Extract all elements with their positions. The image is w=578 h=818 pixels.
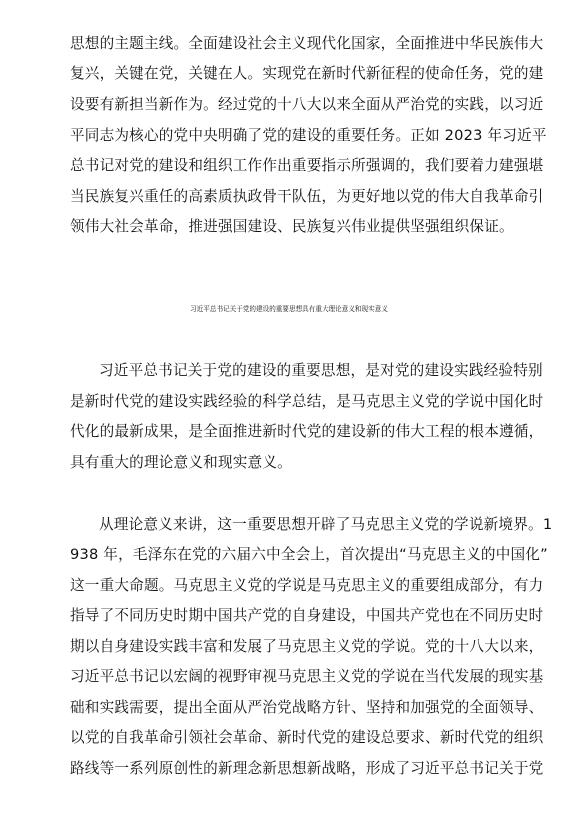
paragraph-1-line-4: 平同志为核心的党中央明确了党的建设的重要任务。正如 2023 年习近平 <box>70 127 547 144</box>
paragraph-3-line-1: 从理论意义来讲，这一重要思想开辟了马克思主义党的学说新境界。1 <box>99 516 553 533</box>
paragraph-3-line-2: 938 年，毛泽东在党的六届六中全会上，首次提出“马克思主义的中国化” <box>70 546 548 563</box>
paragraph-3-line-4: 指导了不同历史时期中国共产党的自身建设，中国共产党也在不同历史时 <box>70 607 544 624</box>
paragraph-1-line-6: 当民族复兴重任的高素质执政骨干队伍，为更好地以党的伟大自我革命引 <box>70 188 544 205</box>
paragraph-2-line-3: 代化的最新成果，是全面推进新时代党的建设新的伟大工程的根本遵循， <box>70 423 544 440</box>
paragraph-3-line-5: 期以自身建设实践丰富和发展了马克思主义党的学说。党的十八大以来， <box>70 638 544 655</box>
paragraph-3-line-3: 这一重大命题。马克思主义党的学说是马克思主义的重要组成部分，有力 <box>70 577 544 594</box>
paragraph-1-line-1: 思想的主题主线。全面建设社会主义现代化国家，全面推进中华民族伟大 <box>70 35 544 52</box>
paragraph-3-line-7: 础和实践需要，提出全面从严治党战略方针、坚持和加强党的全面领导、 <box>70 699 544 716</box>
paragraph-3-line-8: 以党的自我革命引领社会革命、新时代党的建设总要求、新时代党的组织 <box>70 729 544 746</box>
paragraph-1-line-3: 设要有新担当新作为。经过党的十八大以来全面从严治党的实践，以习近 <box>70 96 544 113</box>
paragraph-2-line-2: 是新时代党的建设实践经验的科学总结，是马克思主义党的学说中国化时 <box>70 393 544 410</box>
paragraph-1-line-7: 领伟大社会革命，推进强国建设、民族复兴伟业提供坚强组织保证。 <box>70 218 514 235</box>
paragraph-2-line-1: 习近平总书记关于党的建设的重要思想，是对党的建设实践经验特别 <box>99 362 543 379</box>
section-heading: 习近平总书记关于党的建设的重要思想具有重大理论意义和现实意义 <box>190 305 388 313</box>
paragraph-1-line-2: 复兴，关键在党，关键在人。实现党在新时代新征程的使命任务，党的建 <box>70 65 544 82</box>
paragraph-2-line-4: 具有重大的理论意义和现实意义。 <box>70 454 292 471</box>
paragraph-3-line-9: 路线等一系列原创性的新理念新思想新战略，形成了习近平总书记关于党 <box>70 760 544 777</box>
paragraph-1-line-5: 总书记对党的建设和组织工作作出重要指示所强调的，我们要着力建强堪 <box>70 157 544 174</box>
paragraph-3-line-6: 习近平总书记以宏阔的视野审视马克思主义党的学说在当代发展的现实基 <box>70 668 544 685</box>
